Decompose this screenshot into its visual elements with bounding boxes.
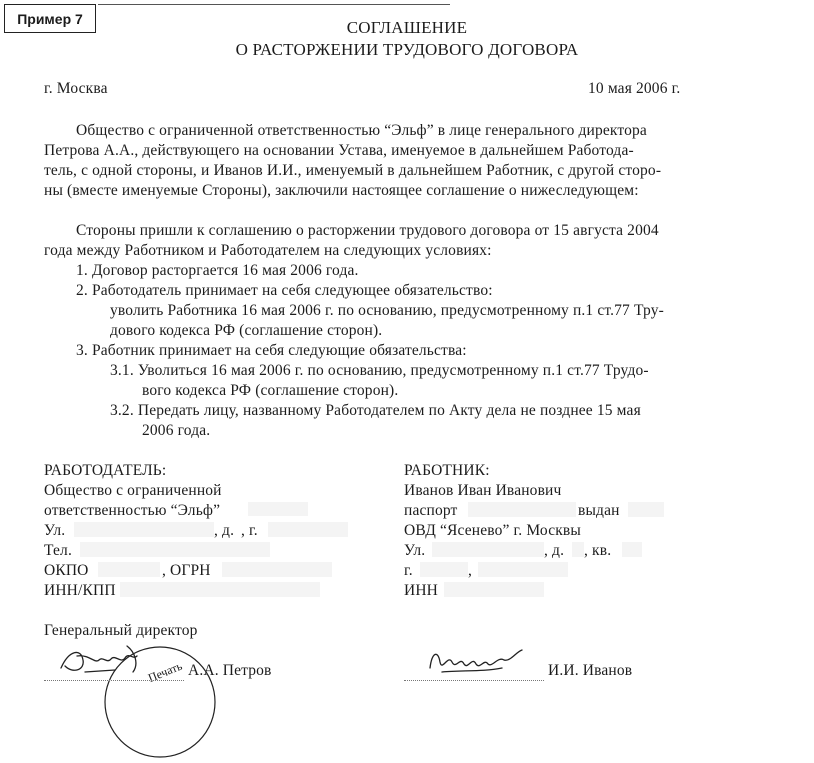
- employee-signature: [422, 642, 532, 682]
- term-item-2: 2. Работодатель принимает на себя следующее обязательство:: [76, 282, 493, 299]
- employer-inn-label: ИНН/КПП: [44, 582, 116, 599]
- employee-name: Иванов Иван Иванович: [404, 482, 562, 499]
- employer-house-label: , д.: [214, 522, 235, 539]
- preamble-line: тель, с одной стороны, и Иванов И.И., именуемый в дальнейшем Работник, с другой сторо-: [44, 162, 662, 179]
- redacted-field: [248, 502, 308, 516]
- employee-issued-label: выдан: [578, 502, 620, 519]
- employer-signature-line: [44, 680, 184, 681]
- employee-signature-line: [404, 680, 544, 681]
- employer-city-label: , г.: [241, 522, 258, 539]
- employee-signer-name: И.И. Иванов: [548, 662, 633, 679]
- preamble-line: Петрова А.А., действующего на основании Устава, именуемое в дальнейшем Работода-: [44, 142, 634, 159]
- stamp-label: Печать: [146, 658, 185, 685]
- employee-heading: РАБОТНИК:: [404, 462, 490, 479]
- redacted-field: [420, 562, 468, 577]
- employee-issuer: ОВД “Ясенево” г. Москвы: [404, 522, 581, 539]
- redacted-field: [432, 542, 544, 557]
- employee-house-label: , д.: [544, 542, 565, 559]
- employer-heading: РАБОТОДАТЕЛЬ:: [44, 462, 167, 479]
- term-item-3-2: 2006 года.: [142, 422, 211, 439]
- redacted-field: [268, 522, 348, 537]
- employer-ogrn-label: , ОГРН: [162, 562, 211, 579]
- redacted-field: [222, 562, 332, 577]
- employer-okpo-label: ОКПО: [44, 562, 89, 579]
- redacted-field: [444, 582, 544, 597]
- term-item-2-detail: дового кодекса РФ (соглашение сторон).: [110, 322, 383, 339]
- doc-title: СОГЛАШЕНИЕ: [346, 18, 468, 37]
- employee-flat-label: , кв.: [584, 542, 612, 559]
- employer-position: Генеральный директор: [44, 622, 198, 639]
- redacted-field: [622, 542, 642, 557]
- employee-city-comma: ,: [468, 562, 473, 579]
- preamble-line: ны (вместе именуемые Стороны), заключили настоящее соглашение о нижеследующем:: [44, 182, 639, 199]
- employee-street-label: Ул.: [404, 542, 426, 559]
- terms-intro: года между Работником и Работодателем на следующих условиях:: [44, 242, 492, 259]
- employer-signer-name: А.А. Петров: [188, 662, 272, 679]
- stamp-circle: [100, 642, 220, 762]
- example-label: Пример 7: [4, 4, 96, 33]
- employer-name: ответственностью “Эльф”: [44, 502, 221, 519]
- term-item-3-1: 3.1. Уволиться 16 мая 2006 г. по основанию, предусмотренному п.1 ст.77 Трудо-: [110, 362, 649, 379]
- redacted-field: [74, 522, 214, 537]
- employer-street-label: Ул.: [44, 522, 66, 539]
- top-rule: [98, 4, 450, 5]
- doc-subtitle: О РАСТОРЖЕНИИ ТРУДОВОГО ДОГОВОРА: [235, 40, 579, 59]
- date: 10 мая 2006 г.: [588, 80, 681, 97]
- terms-intro: Стороны пришли к соглашению о расторжении трудового договора от 15 августа 2004: [76, 222, 659, 239]
- redacted-field: [120, 582, 320, 597]
- redacted-field: [628, 502, 664, 517]
- place: г. Москва: [44, 80, 108, 97]
- preamble-line: Общество с ограниченной ответственностью “Эльф” в лице генерального директора: [76, 122, 647, 139]
- term-item-3-2: 3.2. Передать лицу, названному Работодателем по Акту дела не позднее 15 мая: [110, 402, 641, 419]
- employer-tel-label: Тел.: [44, 542, 72, 559]
- term-item-1: 1. Договор расторгается 16 мая 2006 года.: [76, 262, 359, 279]
- employee-city-label: г.: [404, 562, 413, 579]
- redacted-field: [468, 502, 576, 517]
- employee-passport-label: паспорт: [404, 502, 458, 519]
- term-item-2-detail: уволить Работника 16 мая 2006 г. по основанию, предусмотренному п.1 ст.77 Тру-: [110, 302, 664, 319]
- employer-name: Общество с ограниченной: [44, 482, 222, 499]
- redacted-field: [98, 562, 160, 577]
- redacted-field: [478, 562, 568, 577]
- employee-inn-label: ИНН: [404, 582, 439, 599]
- term-item-3-1: вого кодекса РФ (соглашение сторон).: [142, 382, 399, 399]
- redacted-field: [572, 542, 584, 557]
- term-item-3: 3. Работник принимает на себя следующие обязательства:: [76, 342, 467, 359]
- redacted-field: [80, 542, 270, 557]
